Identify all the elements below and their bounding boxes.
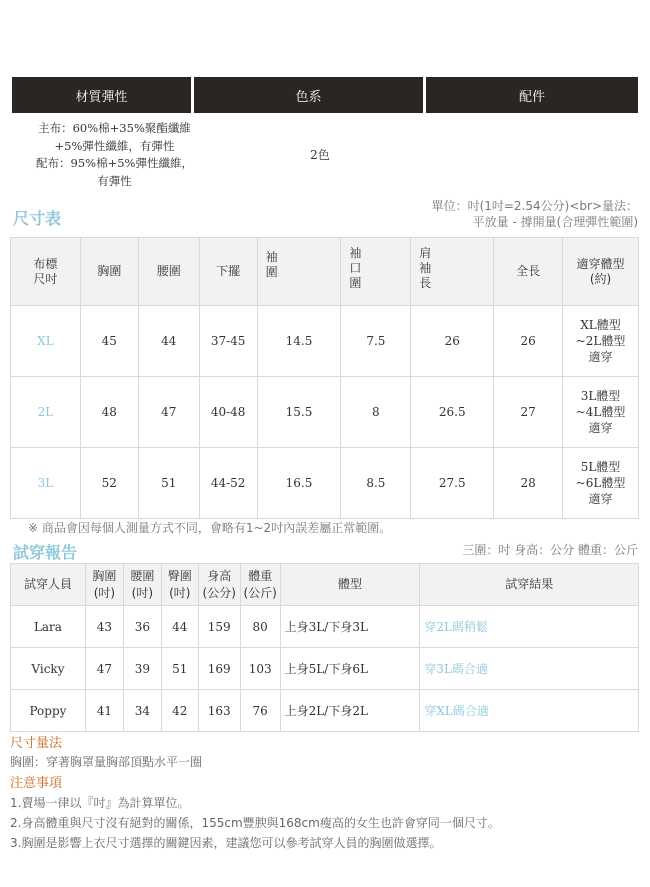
chest-cell: 45	[80, 306, 138, 377]
height-cell: 159	[198, 606, 240, 648]
sleeve-cell: 14.5	[257, 306, 341, 377]
table-row	[11, 306, 639, 377]
try-unit-note: 三圍：吋 身高：公分 體重：公斤	[462, 543, 638, 557]
col-length: 全長	[494, 238, 563, 306]
length-cell: 27	[494, 377, 563, 448]
table-row	[11, 606, 639, 648]
chest-cell: 48	[80, 377, 138, 448]
cuff-cell: 8.5	[341, 448, 411, 519]
material-text	[12, 118, 217, 192]
height-cell: 169	[198, 648, 240, 690]
size-cell: 3L	[11, 448, 81, 519]
table-row	[11, 690, 639, 732]
material-line: 有彈性	[97, 173, 132, 188]
spec-header	[12, 77, 638, 113]
col-height: 身高 (公分)	[198, 564, 240, 606]
col-waist: 腰圍	[138, 238, 199, 306]
sleeve-cell: 15.5	[257, 377, 341, 448]
col-tester: 試穿人員	[11, 564, 86, 606]
col-shoulder-sleeve: 肩 袖 長	[411, 238, 494, 306]
waist-cell: 39	[123, 648, 161, 690]
notice-item: 1.賣場一律以『吋』為計算單位。	[10, 796, 190, 810]
height-cell: 163	[198, 690, 240, 732]
notice-item: 3.胸圍是影響上衣尺寸選擇的關鍵因素，建議您可以參考試穿人員的胸圍做選擇。	[10, 836, 442, 850]
shoulder-sleeve-cell: 27.5	[411, 448, 494, 519]
chest-cell: 43	[85, 606, 123, 648]
col-waist: 腰圍 (吋)	[123, 564, 161, 606]
cuff-cell: 8	[341, 377, 411, 448]
measure-text: 胸圍：穿著胸罩量胸部頂點水平一圈	[10, 755, 203, 769]
chest-cell: 52	[80, 448, 138, 519]
body-type-cell: 上身5L/下身6L	[280, 648, 420, 690]
weight-cell: 76	[240, 690, 280, 732]
col-body-type: 體型	[280, 564, 420, 606]
result-cell: 穿XL碼合適	[420, 690, 639, 732]
result-cell: 穿3L碼合適	[420, 648, 639, 690]
col-sleeve: 袖 圍	[257, 238, 341, 306]
weight-cell: 80	[240, 606, 280, 648]
shoulder-sleeve-cell: 26.5	[411, 377, 494, 448]
table-row	[11, 377, 639, 448]
chest-cell: 47	[85, 648, 123, 690]
sleeve-cell: 16.5	[257, 448, 341, 519]
body-type-cell: 上身2L/下身2L	[280, 690, 420, 732]
material-line: 配布：95%棉+5%彈性纖維，	[36, 156, 193, 170]
col-result: 試穿結果	[420, 564, 639, 606]
col-size-label: 布標 尺吋	[11, 238, 81, 306]
waist-cell: 36	[123, 606, 161, 648]
table-row	[11, 448, 639, 519]
try-table	[10, 563, 639, 732]
col-fit: 適穿體型 (約)	[563, 238, 639, 306]
result-cell: 穿2L碼稍鬆	[420, 606, 639, 648]
notice-item: 2.身高體重與尺寸沒有絕對的關係，155cm豐腴與168cm瘦高的女生也許會穿同一個尺寸。	[10, 816, 500, 830]
table-row	[11, 648, 639, 690]
col-chest: 胸圍 (吋)	[85, 564, 123, 606]
fit-cell: XL體型 ~2L體型 適穿	[563, 306, 639, 377]
hip-cell: 42	[161, 690, 198, 732]
col-weight: 體重 (公斤)	[240, 564, 280, 606]
size-table-title: 尺寸表	[13, 209, 62, 228]
body-type-cell: 上身3L/下身3L	[280, 606, 420, 648]
fit-cell: 3L體型 ~4L體型 適穿	[563, 377, 639, 448]
length-cell: 26	[494, 306, 563, 377]
size-header-row	[11, 238, 639, 306]
hem-cell: 44-52	[199, 448, 257, 519]
size-note-line: 平放量 - 撐開量(合理彈性範圍)	[472, 215, 638, 229]
try-header-row	[11, 564, 639, 606]
tester-name: Lara	[11, 606, 86, 648]
col-hem: 下擺	[199, 238, 257, 306]
size-note-line: 單位：吋(1吋=2.54公分)<br>量法：	[431, 199, 638, 213]
material-line: +5%彈性纖維，有彈性	[54, 138, 175, 153]
tester-name: Vicky	[11, 648, 86, 690]
col-chest: 胸圍	[80, 238, 138, 306]
measure-title: 尺寸量法	[10, 736, 63, 751]
waist-cell: 44	[138, 306, 199, 377]
notice-title: 注意事項	[10, 776, 63, 791]
length-cell: 28	[494, 448, 563, 519]
cuff-cell: 7.5	[341, 306, 411, 377]
hem-cell: 40-48	[199, 377, 257, 448]
size-footnote: ※ 商品會因每個人測量方式不同，會略有1~2吋內誤差屬正常範圍。	[28, 521, 392, 535]
fit-cell: 5L體型 ~6L體型 適穿	[563, 448, 639, 519]
size-table	[10, 237, 639, 519]
hem-cell: 37-45	[199, 306, 257, 377]
col-cuff: 袖 口 圍	[341, 238, 411, 306]
size-cell: 2L	[11, 377, 81, 448]
size-unit-note	[432, 198, 638, 230]
color-count: 2色	[310, 148, 330, 162]
col-hip: 臀圍 (吋)	[161, 564, 198, 606]
hip-cell: 44	[161, 606, 198, 648]
size-cell: XL	[11, 306, 81, 377]
spec-body	[12, 118, 638, 192]
waist-cell: 47	[138, 377, 199, 448]
shoulder-sleeve-cell: 26	[411, 306, 494, 377]
tester-name: Poppy	[11, 690, 86, 732]
waist-cell: 51	[138, 448, 199, 519]
accessory-header: 配件	[426, 77, 638, 113]
hip-cell: 51	[161, 648, 198, 690]
material-header: 材質彈性	[12, 77, 191, 113]
waist-cell: 34	[123, 690, 161, 732]
material-line: 主布：60%棉+35%聚酯纖維	[38, 121, 191, 135]
try-report-title: 試穿報告	[13, 543, 78, 562]
chest-cell: 41	[85, 690, 123, 732]
weight-cell: 103	[240, 648, 280, 690]
color-header: 色系	[194, 77, 423, 113]
